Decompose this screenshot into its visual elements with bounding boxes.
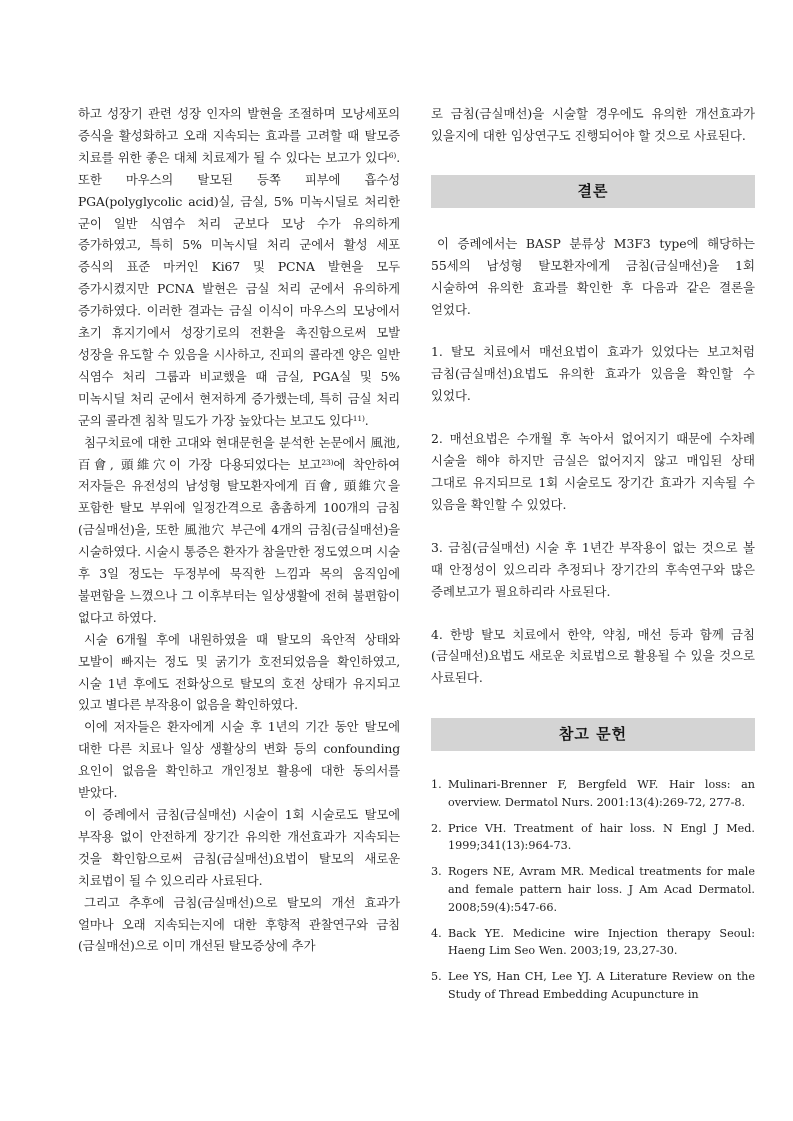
reference-list bbox=[431, 776, 755, 1003]
paragraph: 이 증례에서 금침(금실매선) 시술이 1회 시술로도 탈모에 부작용 없이 안전하게 장기간 유의한 개선효과가 지속되는 것을 확인함으로써 금침(금실매선)요법이 탈모의 새로운 치료법이 될 수 있으리라 사료된다. bbox=[78, 807, 400, 888]
reference-text: Back YE. Medicine wire Injection therapy Seoul: Haeng Lim Seo Wen. 2003;19, 23,27-30. bbox=[448, 926, 755, 958]
paragraph: 로 금침(금실매선)을 시술할 경우에도 유의한 개선효과가 있을지에 대한 임상연구도 진행되어야 할 것으로 사료된다. bbox=[431, 106, 755, 143]
conclusion-item: 2. 매선요법은 수개월 후 녹아서 없어지기 때문에 수차례 시술을 해야 하지만 금실은 없어지지 않고 매입된 상태 그대로 유지되므로 1회 시술로도 장기간 효과가 지속될 수 있음을 확인할 수 있었다. bbox=[431, 431, 755, 512]
reference-item bbox=[431, 776, 755, 811]
citation-ref: 6) bbox=[388, 150, 397, 160]
reference-number: 1. bbox=[431, 778, 442, 792]
paragraph-text: 하고 성장기 관련 성장 인자의 발현을 조절하며 모낭세포의 증식을 활성화하고 오래 지속되는 효과를 고려할 때 탈모증 치료를 위한 좋은 대체 치료제가 될 수 있다는 보고가 있다 bbox=[78, 106, 400, 165]
reference-item bbox=[431, 863, 755, 916]
reference-item bbox=[431, 925, 755, 960]
paragraph: 그리고 추후에 금침(금실매선)으로 탈모의 개선 효과가 얼마나 오래 지속되는지에 대한 후향적 관찰연구와 금침(금실매선)으로 이미 개선된 탈모증상에 추가 bbox=[78, 894, 400, 954]
conclusion-item: 1. 탈모 치료에서 매선요법이 효과가 있었다는 보고처럼 금침(금실매선)요법도 유의한 효과가 있음을 확인할 수 있었다. bbox=[431, 344, 755, 404]
paragraph: 이에 저자들은 환자에게 시술 후 1년의 기간 동안 탈모에 대한 다른 치료나 일상 생활상의 변화 등의 confounding 요인이 없음을 확인하고 개인정보 활용에 대한 동의서를 받았다. bbox=[78, 719, 400, 801]
section-heading-conclusion: 결론 bbox=[431, 175, 755, 208]
reference-number: 5. bbox=[431, 970, 442, 984]
section-heading-references: 참고 문헌 bbox=[431, 718, 755, 751]
reference-number: 3. bbox=[431, 865, 442, 879]
reference-text: Lee YS, Han CH, Lee YJ. A Literature Review on the Study of Thread Embedding Acupuncture in bbox=[448, 970, 755, 1001]
paragraph-text: . 또한 마우스의 탈모된 등쪽 피부에 흡수성 PGA(polyglycolic acid)실, 금실, 5% 미녹시딜로 처리한 군이 일반 식염수 처리 군보다 모낭 수가 유의하게 증가하였고, 특히 5% 미녹시딜 처리 군에서 활성 세포 증식의 표준 마커인 Ki67 및 PCNA 발현을 모두 증가시켰지만 PCNA 발현은 금실 처리 군에서 유의하게 증가하였다. 이러한 결과는 금실 이식이 마우스의 모낭에서 초기 휴지기에서 성장기로의 전환을 촉진함으로써 모발 성장을 유도할 수 있음을 시사하고, 진피의 콜라겐 양은 일반 식염수 처리 그룹과 비교했을 때 금실, PGA실 및 5% 미녹시딜 처리 군에서 현저하게 증가했는데, 특히 금실 처리 군의 콜라겐 침착 밀도가 가장 높았다는 보고도 있다 bbox=[78, 149, 400, 428]
reference-text: Price VH. Treatment of hair loss. N Engl J Med. 1999;341(13):964-73. bbox=[448, 821, 755, 853]
paragraph-text: 에 착안하여 저자들은 유전성의 남성형 탈모환자에게 百會, 頭維穴을 포함한 탈모 부위에 일정간격으로 촘촘하게 100개의 금침(금실매선)을, 또한 風池穴 부근에 4개의 금침(금실매선)을 시술하였다. 시술시 통증은 환자가 참을만한 정도였으며 시술 후 3일 정도는 두정부에 묵직한 느낌과 목의 움직임에 불편함을 느꼈으나 그 이후부터는 일상생활에 전혀 불편함이 없다고 하였다. bbox=[78, 456, 401, 625]
paragraph bbox=[78, 103, 400, 432]
reference-number: 4. bbox=[431, 926, 442, 940]
paragraph-text: . bbox=[364, 412, 369, 428]
left-column bbox=[78, 103, 400, 957]
paragraph: 시술 6개월 후에 내원하였을 때 탈모의 육안적 상태와 모발이 빠지는 정도 및 굵기가 호전되었음을 확인하였고, 시술 1년 후에도 전화상으로 탈모의 호전 상태가 유지되고 있고 별다른 부작용이 없음을 확인하였다. bbox=[78, 631, 400, 713]
right-column bbox=[431, 103, 755, 1012]
reference-item bbox=[431, 968, 755, 1003]
reference-number: 2. bbox=[431, 821, 442, 835]
reference-text: Rogers NE, Avram MR. Medical treatments for male and female pattern hair loss. J Am Acad Dermatol. 2008;59(4):547-66. bbox=[448, 865, 755, 914]
citation-ref: 23) bbox=[321, 457, 334, 467]
conclusion-intro: 이 증례에서는 BASP 분류상 M3F3 type에 해당하는 55세의 남성형 탈모환자에게 금침(금실매선)을 1회 시술하여 유의한 효과를 확인한 후 다음과 같은 결론을 얻었다. bbox=[431, 235, 755, 317]
paragraph bbox=[78, 432, 400, 629]
paragraph-text: 침구치료에 대한 고대와 현대문헌을 분석한 논문에서 風池, 百會, 頭維穴이 가장 다용되었다는 보고 bbox=[78, 434, 400, 472]
conclusion-item: 4. 한방 탈모 치료에서 한약, 약침, 매선 등과 함께 금침(금실매선)요법도 새로운 치료법으로 활용될 수 있을 것으로 사료된다. bbox=[431, 626, 755, 686]
conclusion-item: 3. 금침(금실매선) 시술 후 1년간 부작용이 없는 것으로 볼 때 안정성이 있으리라 추정되나 장기간의 후속연구와 많은 증례보고가 필요하리라 사료된다. bbox=[431, 539, 755, 599]
citation-ref: 11) bbox=[352, 413, 365, 423]
reference-item bbox=[431, 820, 755, 855]
reference-text: Mulinari-Brenner F, Bergfeld WF. Hair loss: an overview. Dermatol Nurs. 2001:13(4):269-72, 277-8. bbox=[448, 778, 755, 809]
